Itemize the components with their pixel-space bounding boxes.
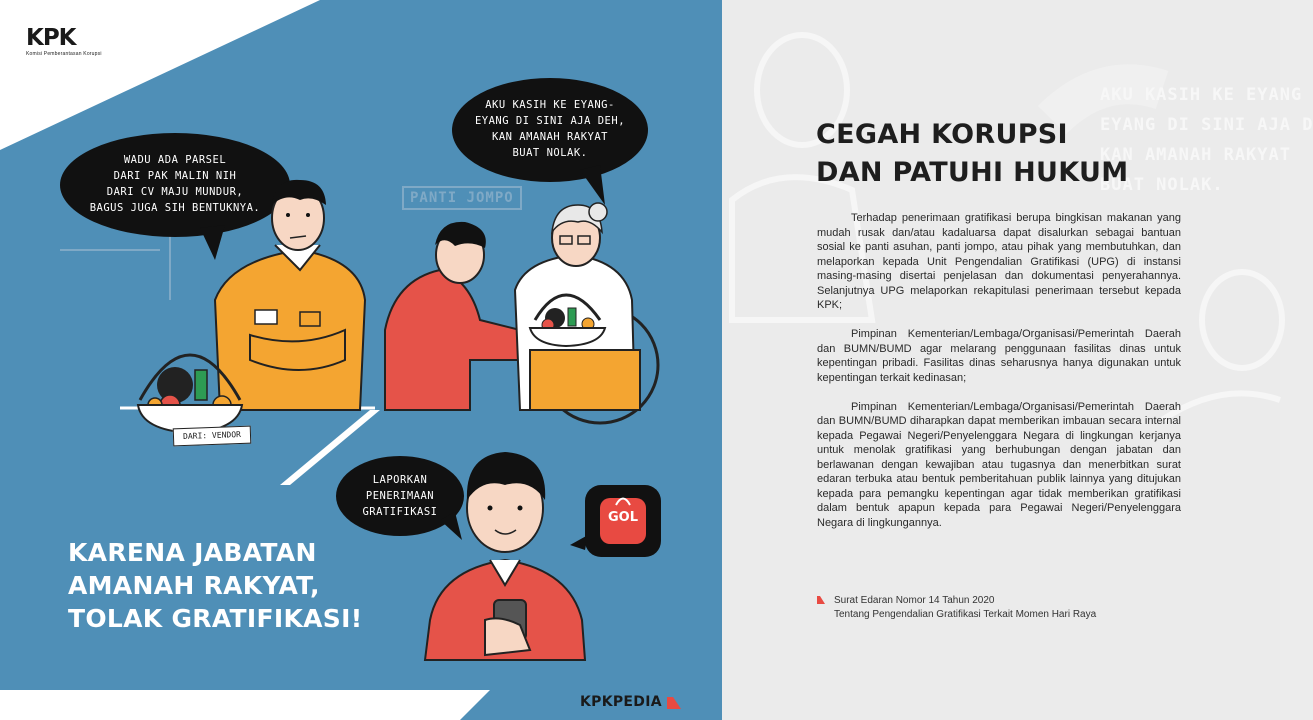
vendor-label: DARI: VENDOR (173, 426, 252, 447)
ghost-text: AKU KASIH KE EYANG EYANG DI SINI AJA D KAN AMANAH RAKYAT BUAT NOLAK. (1100, 85, 1313, 195)
kpkpedia-brand: KPKPEDIA (580, 694, 662, 710)
paragraph-2: Pimpinan Kementerian/Lembaga/Organisasi/Pemerintah Daerah dan BUMN/BUMD agar melarang penggunaan fasilitas dinas untuk kepentingan pribadi. Fasilitas dinas seharusnya hanya digunakan untuk kepentingan terkait kedinasan; (817, 328, 1181, 384)
speech-bubble-2-text: AKU KASIH KE EYANG- EYANG DI SINI AJA DEH, KAN AMANAH RAKYAT BUAT NOLAK. (474, 99, 626, 159)
article-body (817, 211, 1181, 545)
article-title: CEGAH KORUPSI DAN PATUHI HUKUM (816, 119, 1129, 188)
kpkpedia-mark-icon (667, 697, 681, 709)
speech-bubble-1-text: WADU ADA PARSEL DARI PAK MALIN NIH DARI CV MAJU MUNDUR, BAGUS JUGA SIH BENTUKNYA. (89, 154, 261, 214)
gol-badge-text: GOL (607, 510, 638, 525)
kpk-logo: KPK Komisi Pemberantasan Korupsi (26, 25, 102, 57)
panti-jompo-sign: PANTI JOMPO (402, 186, 522, 210)
headline: KARENA JABATAN AMANAH RAKYAT, TOLAK GRATIFIKASI! (68, 538, 363, 633)
article-panel (722, 0, 1313, 720)
paragraph-3: Pimpinan Kementerian/Lembaga/Organisasi/Pemerintah Daerah dan BUMN/BUMD diharapkan dapat memberikan imbauan secara internal kepada Pegawai Negeri/Penyelenggara Negara di lingkungan kerjanya untuk menolak gratifikasi yang berhubungan dengan jabatan dan berlawanan dengan kewajiban atau tugasnya dan menerbitkan surat edaran terbuka atau bentuk pemberitahuan publik lainnya yang ditujukan kepada para pemangku kepentingan agar tidak memberikan gratifikasi dalam bentuk apapun kepada para Pegawai Negeri/Penyelenggara Negara di lingkungannya. (817, 400, 1181, 529)
paragraph-1: Terhadap penerimaan gratifikasi berupa bingkisan makanan yang mudah rusak dan/atau kadaluarsa dapat disalurkan sebagai bantuan sosial ke panti asuhan, panti jompo, atau pihak yang membutuhkan, dan melaporkan kepada Unit Pengendalian Gratifikasi (UPG) di instansi masing-masing disertai penjelasan dan dokumentasi penyerahannya. Selanjutnya UPG melaporkan rekapitulasi penerimaan tersebut kepada KPK; (817, 212, 1181, 311)
footnote-mark-icon (817, 596, 825, 604)
speech-bubble-3-text: LAPORKAN PENERIMAAN GRATIFIKASI (362, 474, 438, 518)
footnote: Surat Edaran Nomor 14 Tahun 2020 Tentang Pengendalian Gratifikasi Terkait Momen Hari Raya (834, 595, 1097, 620)
